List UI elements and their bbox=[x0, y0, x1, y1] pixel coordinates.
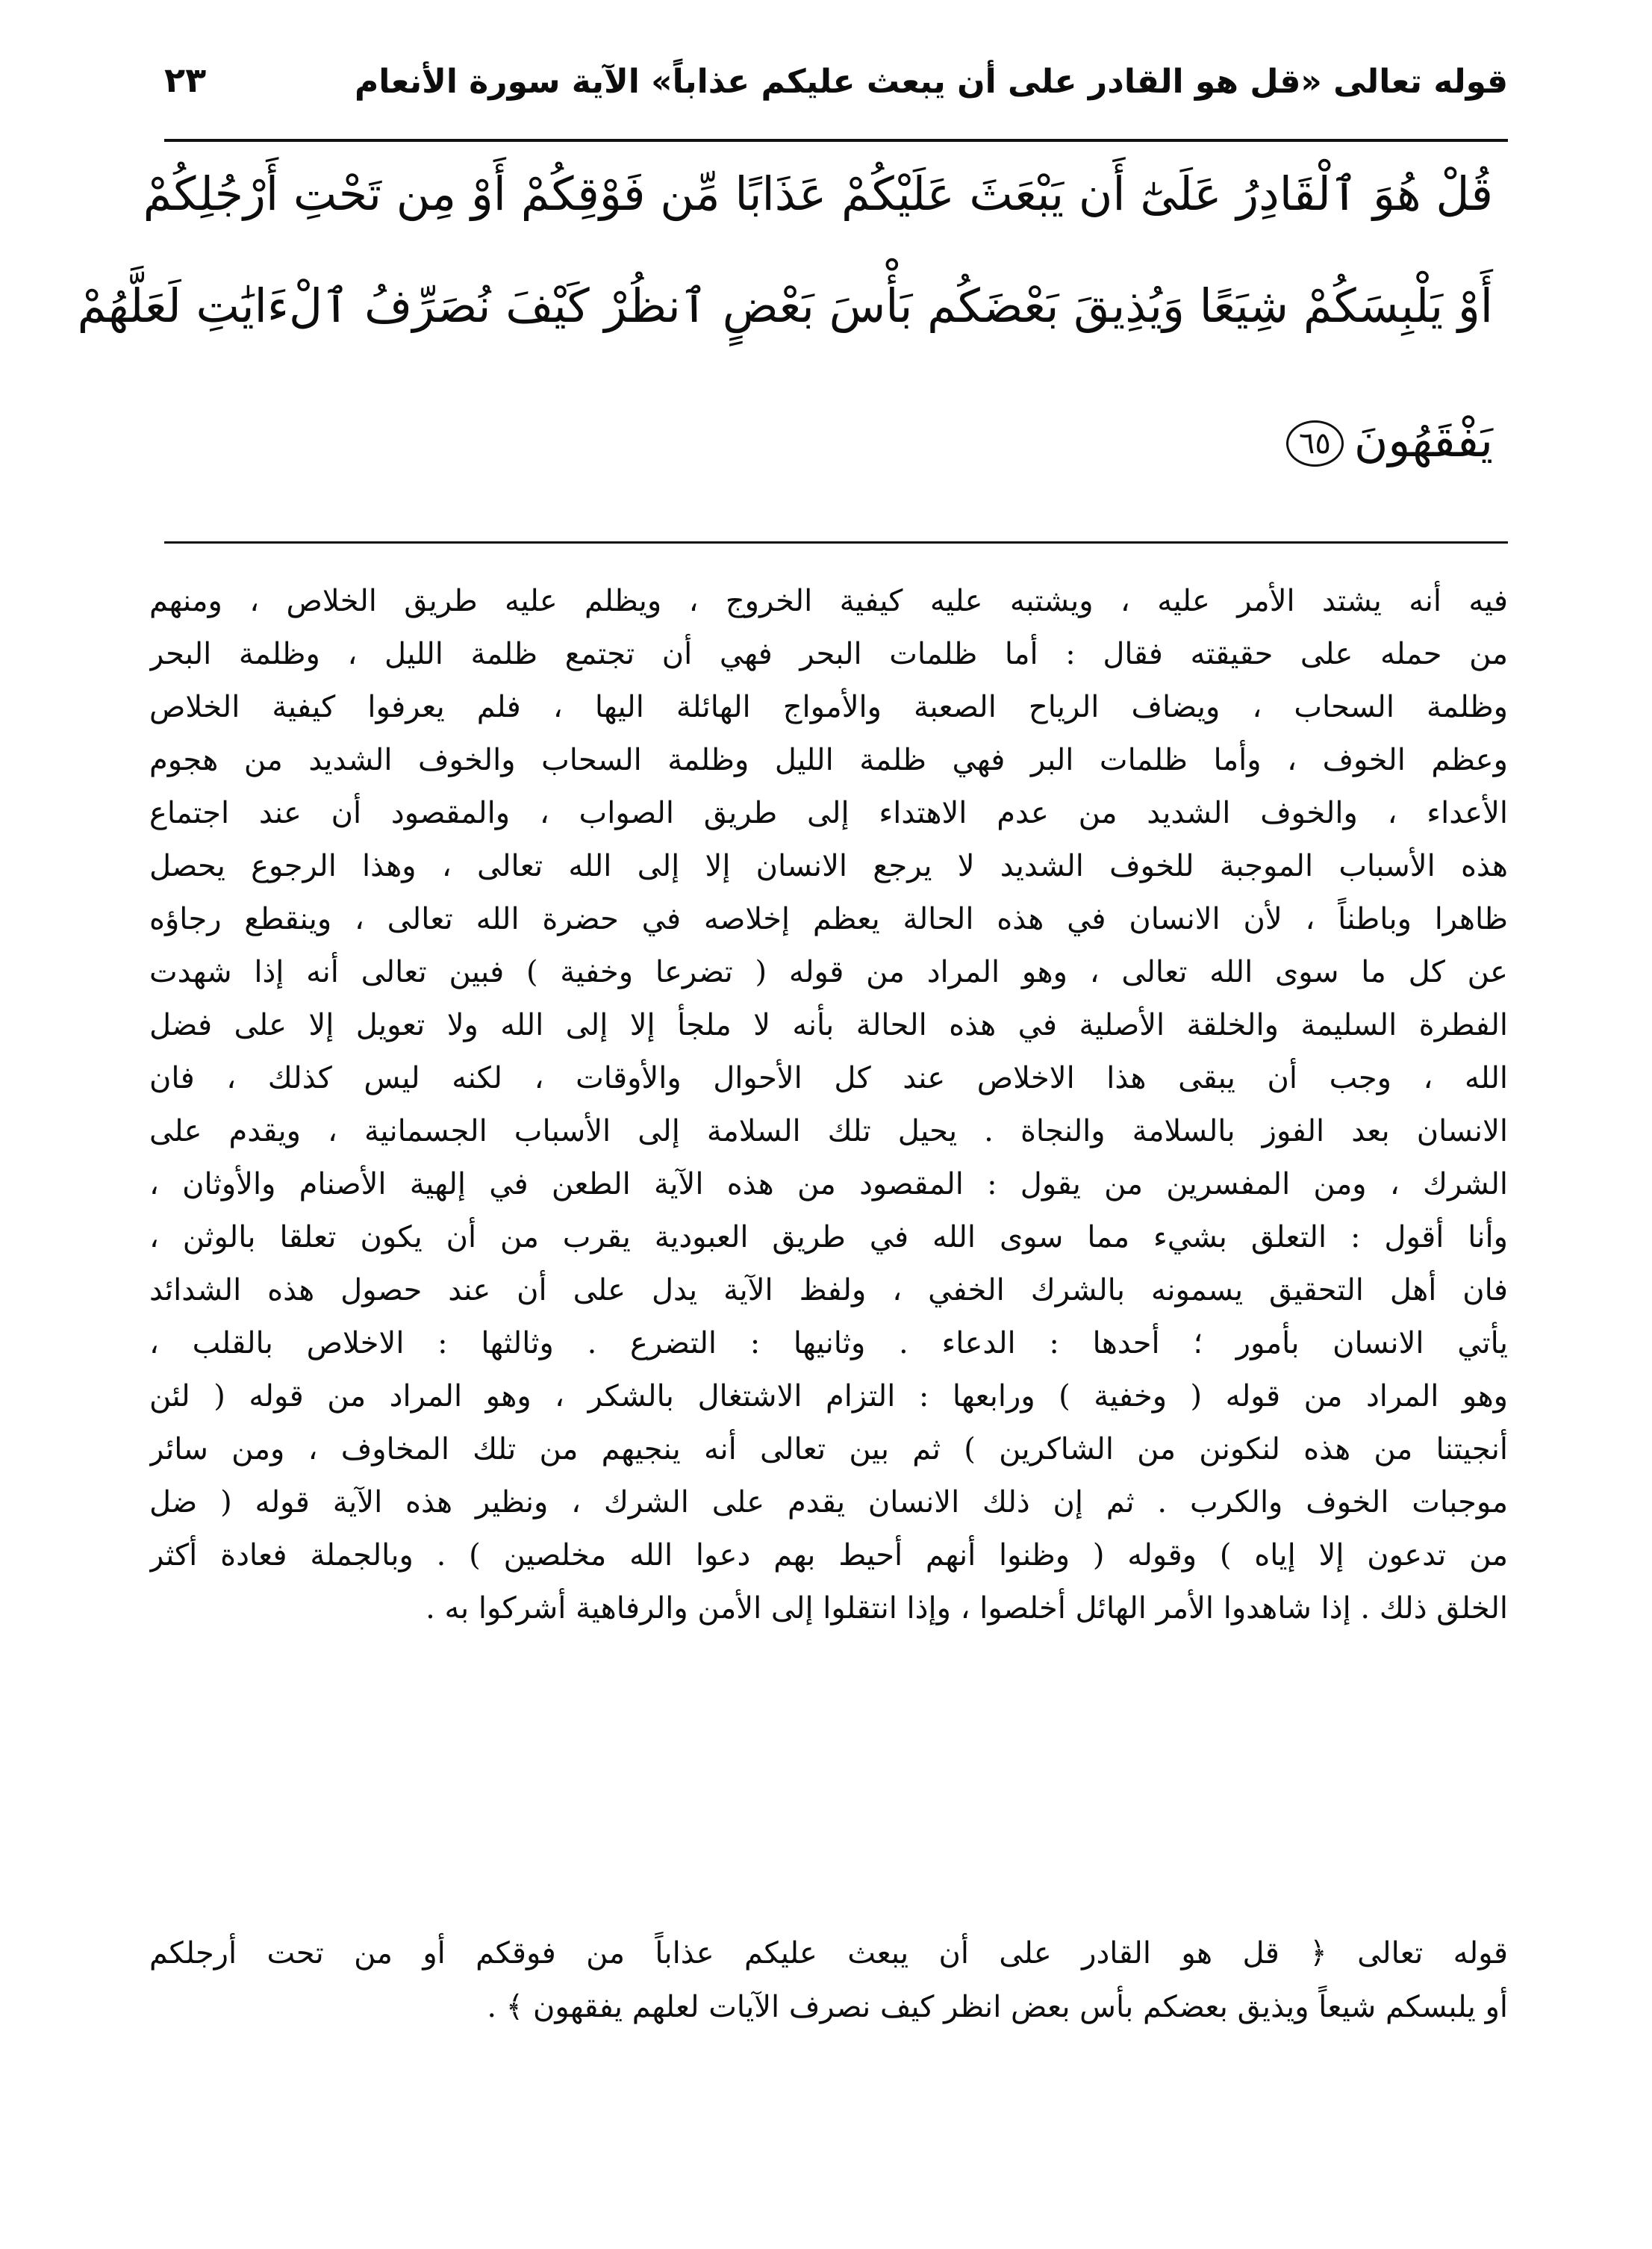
verse-line-3-text: يَفْقَهُونَ bbox=[1353, 413, 1493, 467]
commentary-line: ظاهرا وباطناً ، لأن الانسان في هذه الحالة يعظم إخلاصه في حضرة الله تعالى ، وينقطع رجاؤه bbox=[149, 902, 1508, 936]
next-verse-line: قوله تعالى ﴿ قل هو القادر على أن يبعث عليكم عذاباً من فوقكم أو من تحت أرجلكم bbox=[149, 1936, 1508, 1970]
commentary-line: فان أهل التحقيق يسمونه بالشرك الخفي ، ولفظ الآية يدل على أن عند حصول هذه الشدائد bbox=[149, 1273, 1508, 1307]
verse-line-2: أَوْ يَلْبِسَكُمْ شِيَعًا وَيُذِيقَ بَعْضَكُم بَأْسَ بَعْضٍ ٱنظُرْ كَيْفَ نُصَرِّفُ ٱلْءَايَٰتِ لَعَلَّهُمْ bbox=[77, 279, 1493, 333]
commentary-line: عن كل ما سوى الله تعالى ، وهو المراد من قوله ( تضرعا وخفية ) فبين تعالى أنه إذا شهدت bbox=[149, 955, 1508, 989]
commentary-line: وأنا أقول : التعلق بشيء مما سوى الله في طريق العبودية يقرب من أن يكون تعلقا بالوثن ، bbox=[149, 1220, 1508, 1254]
commentary-line: الانسان بعد الفوز بالسلامة والنجاة . يحيل تلك السلامة إلى الأسباب الجسمانية ، ويقدم على bbox=[149, 1114, 1508, 1148]
commentary-line: الفطرة السليمة والخلقة الأصلية في هذه الحالة بأنه لا ملجأ إلا إلى الله ولا تعويل إلا على فضل bbox=[149, 1008, 1508, 1042]
header-divider bbox=[164, 139, 1508, 142]
section-divider bbox=[164, 541, 1508, 544]
running-header bbox=[164, 58, 1508, 133]
commentary-line: وعظم الخوف ، وأما ظلمات البر فهي ظلمة الليل وظلمة السحاب والخوف الشديد من هجوم bbox=[149, 743, 1508, 777]
commentary-line: الأعداء ، والخوف الشديد من عدم الاهتداء إلى طريق الصواب ، والمقصود أن عند اجتماع bbox=[149, 796, 1508, 830]
quran-verse-block bbox=[77, 157, 1493, 508]
commentary-line: من تدعون إلا إياه ) وقوله ( وظنوا أنهم أحيط بهم دعوا الله مخلصين ) . وبالجملة فعادة أكثر bbox=[149, 1538, 1508, 1573]
commentary-line: فيه أنه يشتد الأمر عليه ، ويشتبه عليه كيفية الخروج ، ويظلم عليه طريق الخلاص ، ومنهم bbox=[149, 584, 1508, 618]
commentary-line: وهو المراد من قوله ( وخفية ) ورابعها : التزام الاشتغال بالشكر ، وهو المراد من قوله ( لئن bbox=[149, 1379, 1508, 1413]
next-verse-line: أو يلبسكم شيعاً ويذيق بعضكم بأس بعض انظر كيف نصرف الآيات لعلهم يفقهون ﴾ . bbox=[487, 1990, 1508, 2024]
commentary-line: الشرك ، ومن المفسرين من يقول : المقصود من هذه الآية الطعن في إلهية الأصنام والأوثان ، bbox=[149, 1167, 1508, 1201]
commentary-line: من حمله على حقيقته فقال : أما ظلمات البحر فهي أن تجتمع ظلمة الليل ، وظلمة البحر bbox=[149, 637, 1508, 671]
page-number: ٢٣ bbox=[164, 60, 207, 100]
commentary-line: موجبات الخوف والكرب . ثم إن ذلك الانسان يقدم على الشرك ، ونظير هذه الآية قوله ( ضل bbox=[149, 1485, 1508, 1519]
commentary-line: الله ، وجب أن يبقى هذا الاخلاص عند كل الأحوال والأوقات ، لكنه ليس كذلك ، فان bbox=[149, 1061, 1508, 1095]
next-verse-heading bbox=[149, 1926, 1508, 2034]
commentary-line: هذه الأسباب الموجبة للخوف الشديد لا يرجع الانسان إلا إلى الله تعالى ، وهذا الرجوع يحصل bbox=[149, 849, 1508, 883]
commentary-line: الخلق ذلك . إذا شاهدوا الأمر الهائل أخلصوا ، وإذا انتقلوا إلى الأمن والرفاهية أشركوا به . bbox=[426, 1591, 1508, 1626]
commentary-line: أنجيتنا من هذه لنكونن من الشاكرين ) ثم بين تعالى أنه ينجيهم من تلك المخاوف ، ومن سائر bbox=[149, 1432, 1508, 1466]
verse-line-3 bbox=[187, 403, 1493, 478]
ayah-number-marker: ٦٥ bbox=[1286, 420, 1344, 467]
header-title: قوله تعالى «قل هو القادر على أن يبعث عليكم عذاباً» الآية سورة الأنعام bbox=[355, 63, 1508, 101]
commentary-text bbox=[149, 575, 1508, 1635]
commentary-line: وظلمة السحاب ، ويضاف الرياح الصعبة والأمواج الهائلة اليها ، فلم يعرفوا كيفية الخلاص bbox=[149, 690, 1508, 724]
verse-line-1: قُلْ هُوَ ٱلْقَادِرُ عَلَىٰٓ أَن يَبْعَثَ عَلَيْكُمْ عَذَابًا مِّن فَوْقِكُمْ أَوْ مِن تَحْتِ أَرْجُلِكُمْ bbox=[143, 167, 1493, 221]
commentary-line: يأتي الانسان بأمور ؛ أحدها : الدعاء . وثانيها : التضرع . وثالثها : الاخلاص بالقلب ، bbox=[149, 1326, 1508, 1360]
